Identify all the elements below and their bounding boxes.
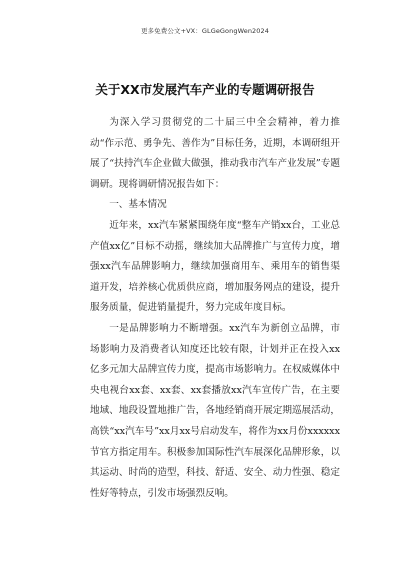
header-note: 更多免费公文+VX：GLGeGongWen2024 bbox=[140, 27, 269, 35]
document-title: 关于XX市发展汽车产业的专题调研报告 bbox=[95, 82, 315, 97]
paragraph-brand-influence: 一是品牌影响力不断增强。xx汽车为新创立品牌，市场影响力及消费者认知度还比较有限，计划并正在投入xx亿多元加大品牌宣传力度，提高市场影响力。在权威媒体中央电视台xx套、xx套、xx套播放xx汽车宣传广告，在主要地域、地段设置地推广告，各地经销商开展定期巡展活动，高铁“xx汽车号”xx月xx号启动发车，将作为xx月份xxxxxx节官方指定用车。积极参加国际性汽车展深化品牌形象，以其运动、时尚的造型，科技、舒适、安全、动力性强、稳定性好等特点，引发市场强烈反响。 bbox=[90, 322, 340, 499]
paragraph-intro: 为深入学习贯彻党的二十届三中全会精神，着力推动“作示范、勇争先、善作为”目标任务，近期，本调研组开展了“扶持汽车企业做大做强，推动我市汽车产业发展”专题调研。现将调研情况报告如下： bbox=[90, 117, 340, 190]
paragraph-overview: 近年来，xx汽车紧紧围绕年度“整车产销xx台，工业总产值xx亿”目标不动摇，继续加大品牌推广与宣传力度，增强xx汽车品牌影响力，继续加强商用车、乘用车的销售渠道开发，培养核心优质供应商，增加服务网点的建设，提升服务质量，促进销量提升，努力完成年度目标。 bbox=[90, 219, 340, 314]
document-body bbox=[90, 113, 340, 504]
section-heading-basic-situation: 一、基本情况 bbox=[109, 199, 167, 211]
